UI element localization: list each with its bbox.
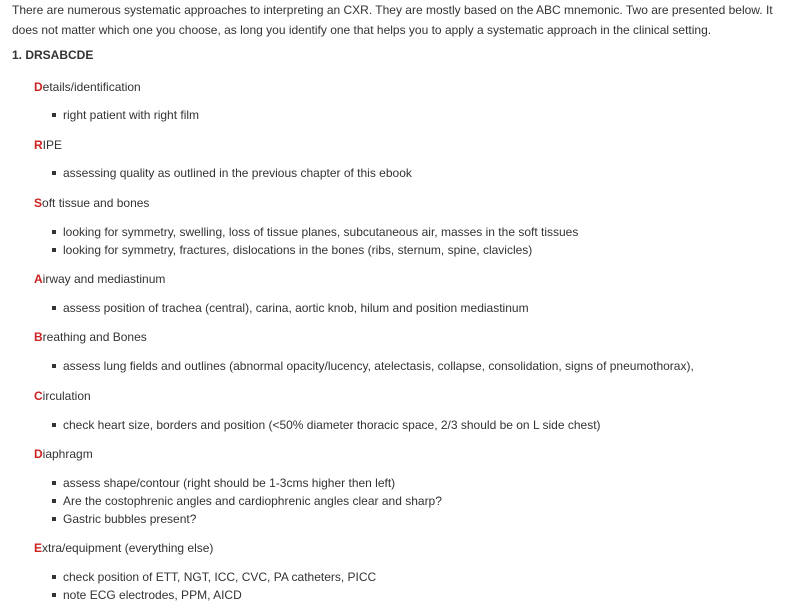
bullet-icon <box>52 364 56 368</box>
bullet-icon <box>52 499 56 503</box>
bullet-list-details <box>50 106 199 124</box>
bullet-text: looking for symmetry, fractures, dislocations in the bones (ribs, sternum, spine, clavicles) <box>63 243 533 257</box>
bullet-text: assess position of trachea (central), carina, aortic knob, hilum and position mediastinum <box>63 301 529 315</box>
bullet-list-soft-tissue <box>50 223 578 259</box>
bullet-text: check position of ETT, NGT, ICC, CVC, PA catheters, PICC <box>63 570 377 584</box>
heading-text: oft tissue and bones <box>42 196 150 210</box>
heading-text: IPE <box>42 138 63 152</box>
heading-letter: C <box>34 389 43 403</box>
bullet-text: Gastric bubbles present? <box>63 512 197 526</box>
heading-text: irway and mediastinum <box>42 272 166 286</box>
heading-letter: B <box>34 330 43 344</box>
section-heading-soft-tissue <box>34 195 149 211</box>
list-item <box>50 299 529 317</box>
bullet-list-breathing <box>50 357 694 375</box>
heading-letter: D <box>34 80 43 94</box>
bullet-list-ripe <box>50 164 412 182</box>
heading-text: iaphragm <box>42 447 93 461</box>
heading-letter: R <box>34 138 43 152</box>
list-item <box>50 474 442 492</box>
bullet-list-extra <box>50 568 376 604</box>
section-heading-extra <box>34 540 213 556</box>
list-item <box>50 223 578 241</box>
bullet-text: assess shape/contour (right should be 1-3cms higher then left) <box>63 476 396 490</box>
bullet-icon <box>52 481 56 485</box>
bullet-text: right patient with right film <box>63 108 200 122</box>
list-item <box>50 241 578 259</box>
list-title: 1. DRSABCDE <box>12 48 94 62</box>
bullet-icon <box>52 306 56 310</box>
section-heading-details <box>34 79 141 95</box>
heading-text: xtra/equipment (everything else) <box>42 541 214 555</box>
bullet-icon <box>52 575 56 579</box>
heading-text: irculation <box>42 389 91 403</box>
bullet-text: Are the costophrenic angles and cardiophrenic angles clear and sharp? <box>63 494 442 508</box>
list-item <box>50 416 601 434</box>
section-heading-breathing <box>34 329 147 345</box>
bullet-icon <box>52 248 56 252</box>
bullet-icon <box>52 593 56 597</box>
bullet-list-circulation <box>50 416 601 434</box>
bullet-icon <box>52 171 56 175</box>
heading-letter: D <box>34 447 43 461</box>
bullet-text: assessing quality as outlined in the previous chapter of this ebook <box>63 166 412 180</box>
bullet-text: assess lung fields and outlines (abnormal opacity/lucency, atelectasis, collapse, consolidation, signs of pneumothorax), <box>63 359 694 373</box>
bullet-icon <box>52 230 56 234</box>
section-heading-airway <box>34 271 165 287</box>
list-item <box>50 586 376 604</box>
heading-letter: E <box>34 541 43 555</box>
bullet-icon <box>52 113 56 117</box>
bullet-list-airway <box>50 299 529 317</box>
heading-letter: S <box>34 196 43 210</box>
list-item <box>50 164 412 182</box>
bullet-text: note ECG electrodes, PPM, AICD <box>63 588 242 602</box>
list-item <box>50 568 376 586</box>
section-heading-diaphragm <box>34 446 93 462</box>
heading-letter: A <box>34 272 43 286</box>
intro-paragraph: There are numerous systematic approaches to interpreting an CXR. They are mostly based on the ABC mnemonic. Two are presented below. It does not matter which one you choose, as long you identify one that helps you to apply a systematic approach in the clinical setting. <box>12 3 773 37</box>
list-item <box>50 510 442 528</box>
list-item <box>50 106 199 124</box>
section-heading-circulation <box>34 388 91 404</box>
section-heading-ripe <box>34 137 62 153</box>
bullet-icon <box>52 517 56 521</box>
list-item <box>50 357 694 375</box>
bullet-text: check heart size, borders and position (<50% diameter thoracic space, 2/3 should be on L side chest) <box>63 418 601 432</box>
list-item <box>50 492 442 510</box>
heading-text: etails/identification <box>42 80 141 94</box>
bullet-icon <box>52 423 56 427</box>
bullet-text: looking for symmetry, swelling, loss of tissue planes, subcutaneous air, masses in the soft tissues <box>63 225 579 239</box>
heading-text: reathing and Bones <box>42 330 147 344</box>
bullet-list-diaphragm <box>50 474 442 528</box>
